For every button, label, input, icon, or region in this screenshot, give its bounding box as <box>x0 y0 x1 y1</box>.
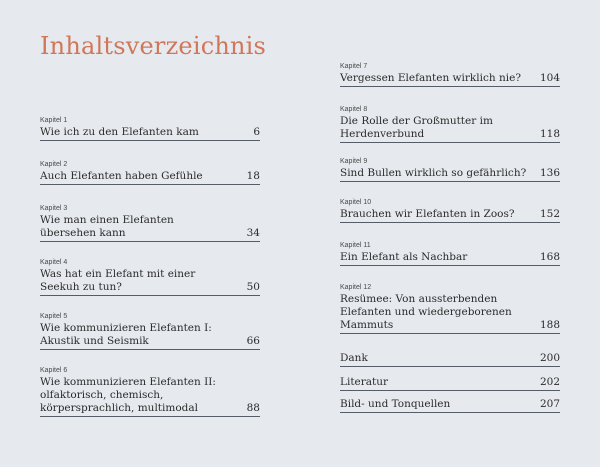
entry-title <box>340 293 512 332</box>
toc-entry <box>340 241 560 266</box>
toc-entry <box>340 198 560 223</box>
toc-entry <box>40 160 260 185</box>
toc-entry-row <box>40 268 260 296</box>
entry-title <box>40 268 195 294</box>
toc-entry-row <box>340 352 560 367</box>
chapter-label: Kapitel 7 <box>340 63 368 70</box>
entry-title-line: Herdenverbund <box>340 128 425 140</box>
entry-title-line: Wie ich zu den Elefanten kam <box>40 126 199 138</box>
toc-entry-row <box>40 376 260 417</box>
entry-title <box>40 322 212 348</box>
entry-title <box>40 376 216 415</box>
entry-page-number: 50 <box>246 281 260 293</box>
toc-entry <box>340 398 560 413</box>
toc-entry <box>40 366 260 417</box>
entry-title-line: Auch Elefanten haben Gefühle <box>40 170 203 182</box>
chapter-label: Kapitel 3 <box>40 205 68 212</box>
entry-title <box>40 126 199 139</box>
toc-entry <box>40 116 260 141</box>
entry-title-line: Was hat ein Elefant mit einer <box>40 268 196 280</box>
toc-entry <box>40 258 260 296</box>
toc-entry <box>340 376 560 391</box>
entry-page-number: 88 <box>246 402 260 414</box>
toc-entry <box>340 352 560 367</box>
toc-entry-row <box>40 170 260 185</box>
entry-page-number: 66 <box>246 335 260 347</box>
chapter-label: Kapitel 10 <box>340 199 372 206</box>
chapter-label: Kapitel 11 <box>340 242 371 249</box>
toc-entry <box>340 157 560 182</box>
entry-title <box>340 167 526 180</box>
toc-entry <box>40 312 260 350</box>
entry-title-line: Mammuts <box>340 319 394 331</box>
toc-entry-row <box>340 376 560 391</box>
entry-title-line: Wie man einen Elefanten <box>40 214 174 226</box>
entry-page-number: 34 <box>246 227 260 239</box>
entry-title <box>40 214 174 240</box>
chapter-label: Kapitel 4 <box>40 259 68 266</box>
chapter-label: Kapitel 6 <box>40 367 68 374</box>
entry-title-line: Wie kommunizieren Elefanten II: <box>40 376 216 388</box>
chapter-label: Kapitel 2 <box>40 161 68 168</box>
entry-title <box>340 251 467 264</box>
entry-title-line: Vergessen Elefanten wirklich nie? <box>340 72 521 84</box>
toc-entry-row <box>40 214 260 242</box>
toc-entry <box>340 105 560 143</box>
chapter-label: Kapitel 8 <box>340 106 368 113</box>
chapter-label: Kapitel 12 <box>340 284 372 291</box>
entry-page-number: 188 <box>539 319 560 331</box>
entry-title-line: Bild- und Tonquellen <box>340 398 451 410</box>
toc-entry-row <box>340 208 560 223</box>
entry-title-line: übersehen kann <box>40 227 126 239</box>
entry-page-number: 6 <box>253 126 260 138</box>
entry-title-line: Ein Elefant als Nachbar <box>340 251 468 263</box>
toc-entry-row <box>340 398 560 413</box>
entry-page-number: 207 <box>539 398 560 410</box>
entry-page-number: 18 <box>246 170 260 182</box>
entry-title <box>340 115 493 141</box>
entry-title-line: Elefanten und wiedergeborenen <box>340 306 512 318</box>
toc-entry-row <box>340 167 560 182</box>
toc-entry-row <box>340 72 560 87</box>
entry-title-line: Dank <box>340 352 368 364</box>
entry-title-line: Resümee: Von aussterbenden <box>340 293 498 305</box>
entry-title <box>340 352 368 365</box>
entry-title <box>340 72 521 85</box>
toc-entry <box>40 204 260 242</box>
entry-page-number: 168 <box>539 251 560 263</box>
chapter-label: Kapitel 5 <box>40 313 68 320</box>
entry-title-line: Sind Bullen wirklich so gefährlich? <box>340 167 527 179</box>
entry-title <box>340 208 515 221</box>
entry-page-number: 152 <box>539 208 560 220</box>
entry-title-line: Seekuh zu tun? <box>40 281 122 293</box>
entry-title-line: olfaktorisch, chemisch, <box>40 389 164 401</box>
entry-title-line: Wie kommunizieren Elefanten I: <box>40 322 212 334</box>
toc-entry-row <box>340 115 560 143</box>
chapter-label: Kapitel 9 <box>340 158 368 165</box>
entry-title-line: Literatur <box>340 376 389 388</box>
entry-title-line: körpersprachlich, multimodal <box>40 402 198 414</box>
toc-entry <box>340 283 560 334</box>
toc-entry-row <box>340 293 560 334</box>
toc-entry-row <box>40 126 260 141</box>
toc-entry-row <box>40 322 260 350</box>
entry-title-line: Die Rolle der Großmutter im <box>340 115 493 127</box>
entry-page-number: 104 <box>539 72 560 84</box>
entry-title <box>340 398 450 411</box>
entry-title <box>40 170 203 183</box>
entry-page-number: 136 <box>539 167 560 179</box>
entry-title-line: Brauchen wir Elefanten in Zoos? <box>340 208 515 220</box>
entry-page-number: 118 <box>539 128 560 140</box>
entry-title <box>340 376 388 389</box>
chapter-label: Kapitel 1 <box>40 117 68 124</box>
toc-entry-row <box>340 251 560 266</box>
page-title: Inhaltsverzeichnis <box>40 32 267 60</box>
entry-title-line: Akustik und Seismik <box>40 335 149 347</box>
entry-page-number: 202 <box>539 376 560 388</box>
entry-page-number: 200 <box>539 352 560 364</box>
toc-entry <box>340 62 560 87</box>
